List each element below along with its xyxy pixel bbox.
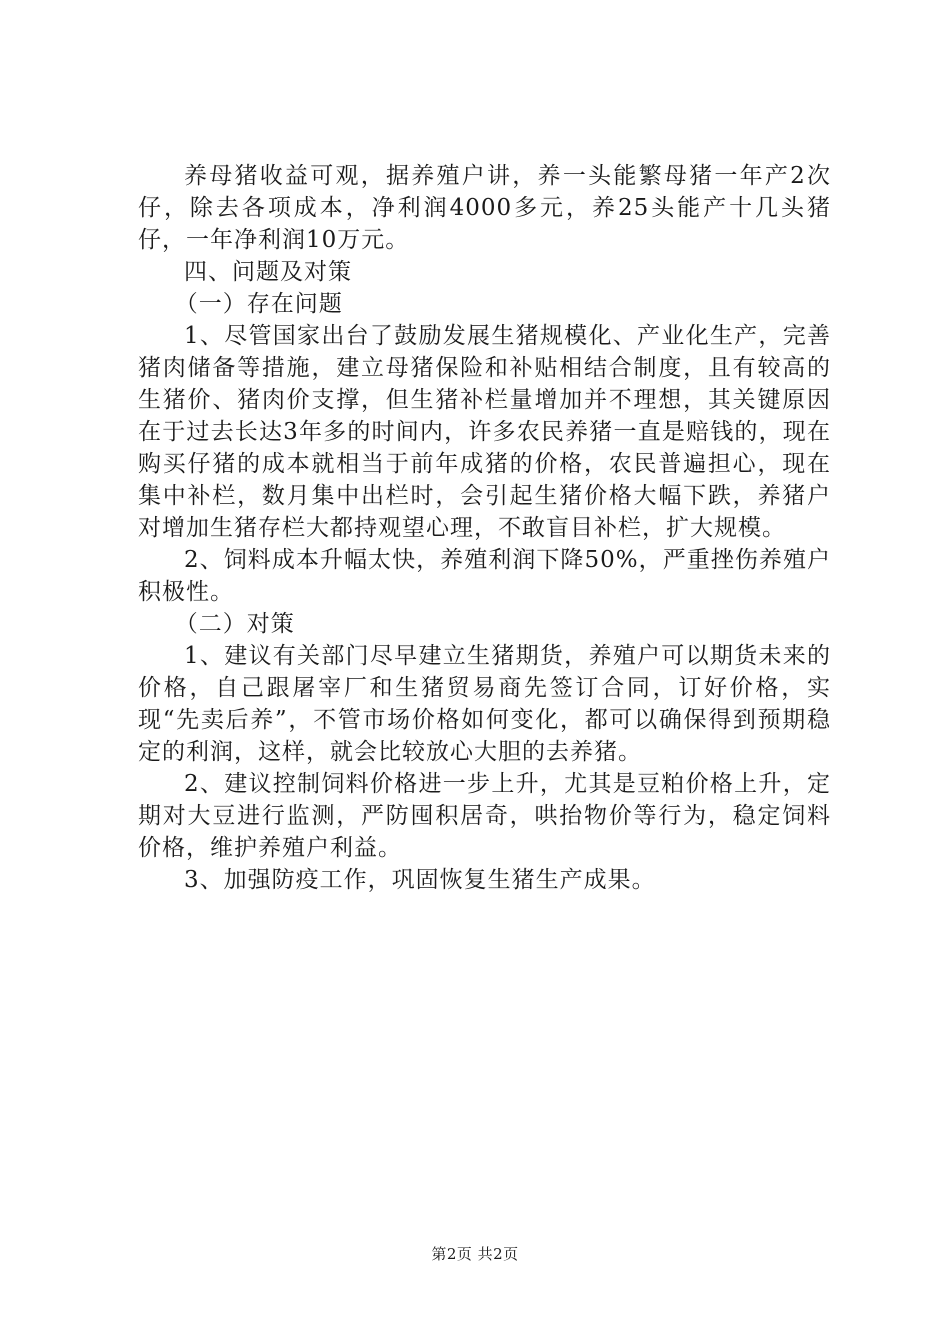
paragraph-problem-1: 1、尽管国家出台了鼓励发展生猪规模化、产业化生产，完善猪肉储备等措施，建立母猪保险和补贴相结合制度，且有较高的生猪价、猪肉价支撑，但生猪补栏量增加并不理想，其关键原因在于过去长达3年多的时间内，许多农民养猪一直是赔钱的，现在购买仔猪的成本就相当于前年成猪的价格，农民普遍担心，现在集中补栏，数月集中出栏时，会引起生猪价格大幅下跌，养猪户对增加生猪存栏大都持观望心理，不敢盲目补栏，扩大规模。	[138, 323, 831, 541]
paragraph-countermeasure-1: 1、建议有关部门尽早建立生猪期货，养殖户可以期货未来的价格，自己跟屠宰厂和生猪贸易商先签订合同，订好价格，实现“先卖后养”，不管市场价格如何变化，都可以确保得到预期稳定的利润，这样，就会比较放心大胆的去养猪。	[138, 643, 831, 765]
document-body	[138, 160, 831, 896]
paragraph-problem-2: 2、饲料成本升幅太快，养殖利润下降50%，严重挫伤养殖户积极性。	[138, 547, 831, 605]
subheading-countermeasures: （二）对策	[174, 611, 295, 637]
paragraph-countermeasure-3: 3、加强防疫工作，巩固恢复生猪生产成果。	[184, 867, 656, 893]
subheading-existing-problems: （一）存在问题	[174, 291, 343, 317]
section-heading-problems-and-countermeasures: 四、问题及对策	[184, 259, 352, 285]
paragraph-sow-profit: 养母猪收益可观，据养殖户讲，养一头能繁母猪一年产2次仔，除去各项成本，净利润4000多元，养25头能产十几头猪仔，一年净利润10万元。	[138, 163, 831, 253]
paragraph-countermeasure-2: 2、建议控制饲料价格进一步上升，尤其是豆粕价格上升，定期对大豆进行监测，严防囤积居奇，哄抬物价等行为，稳定饲料价格，维护养殖户利益。	[138, 771, 831, 861]
page-number-footer: 第2页 共2页	[431, 1245, 519, 1263]
